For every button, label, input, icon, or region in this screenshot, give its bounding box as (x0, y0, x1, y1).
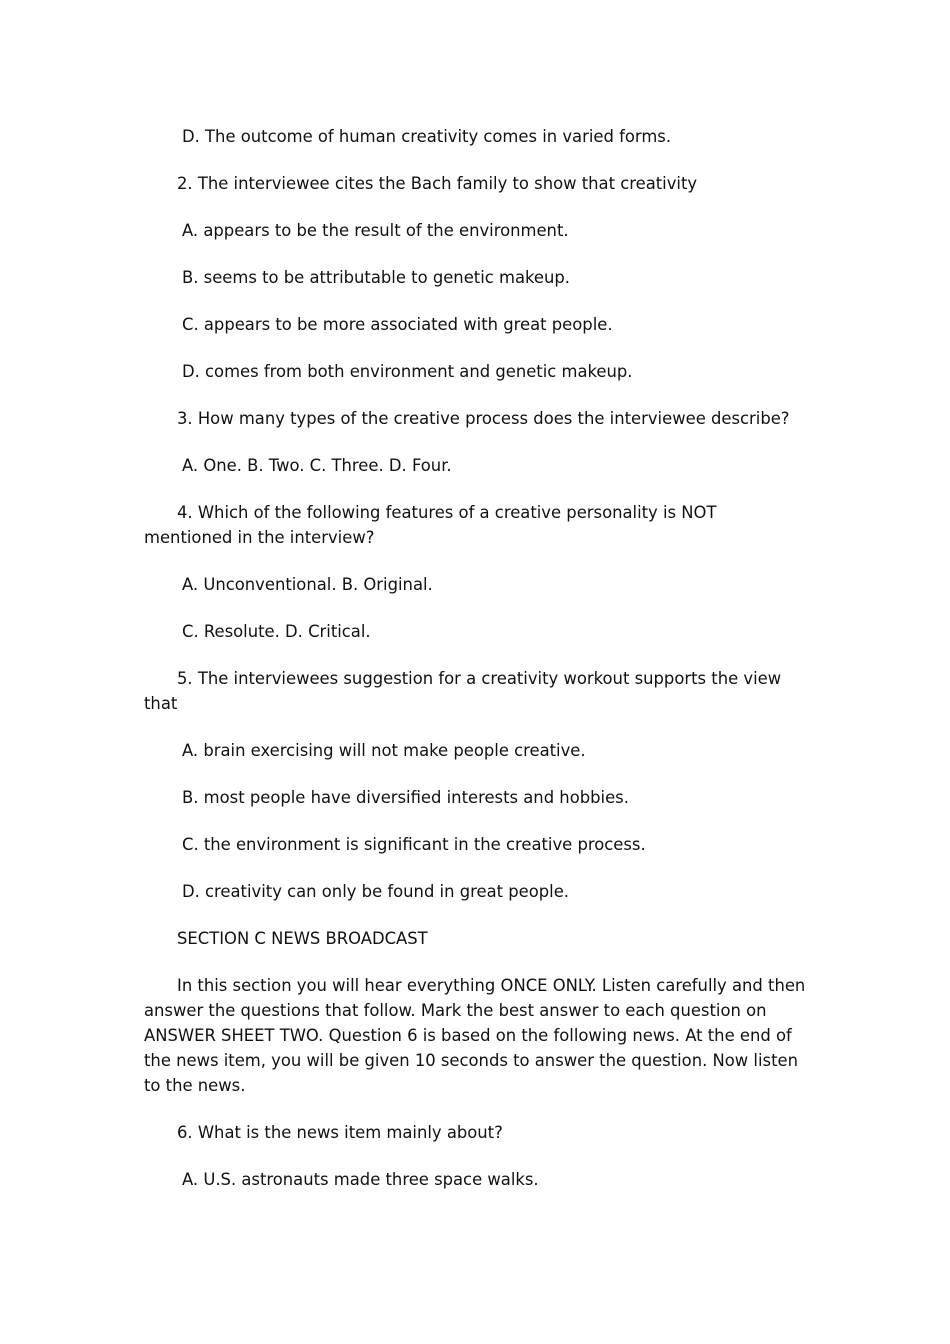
question-text: 3. How many types of the creative process does the interviewee describe? (177, 409, 790, 428)
option-text: A. Unconventional. B. Original. (182, 575, 433, 594)
option-text: D. creativity can only be found in great people. (182, 882, 570, 901)
option-text: C. appears to be more associated with great people. (182, 315, 613, 334)
option-text: B. most people have diversified interests and hobbies. (182, 788, 629, 807)
option-text: D. comes from both environment and genetic makeup. (182, 362, 633, 381)
question-text: 5. The interviewees suggestion for a creativity workout supports the view that (144, 669, 782, 713)
option-text: C. Resolute. D. Critical. (182, 622, 371, 641)
option-text: C. the environment is significant in the creative process. (182, 835, 646, 854)
section-heading: SECTION C NEWS BROADCAST (177, 929, 428, 948)
option-text: A. brain exercising will not make people creative. (182, 741, 586, 760)
question-text: 2. The interviewee cites the Bach family to show that creativity (177, 174, 698, 193)
option-text: A. appears to be the result of the environment. (182, 221, 569, 240)
option-text: D. The outcome of human creativity comes in varied forms. (182, 127, 672, 146)
document-page (144, 124, 806, 1214)
question-text: 4. Which of the following features of a creative personality is NOT mentioned in the interview? (144, 503, 717, 547)
option-text: B. seems to be attributable to genetic makeup. (182, 268, 570, 287)
section-instructions: In this section you will hear everything ONCE ONLY. Listen carefully and then answer the questions that follow. Mark the best answer to each question on ANSWER SHEET TWO. Question 6 is based on the following news. At the end of the news item, you will be given 10 seconds to answer the question. Now listen to the news. (144, 976, 806, 1095)
question-text: 6. What is the news item mainly about? (177, 1123, 503, 1142)
option-text: A. One. B. Two. C. Three. D. Four. (182, 456, 452, 475)
option-text: A. U.S. astronauts made three space walks. (182, 1170, 539, 1189)
